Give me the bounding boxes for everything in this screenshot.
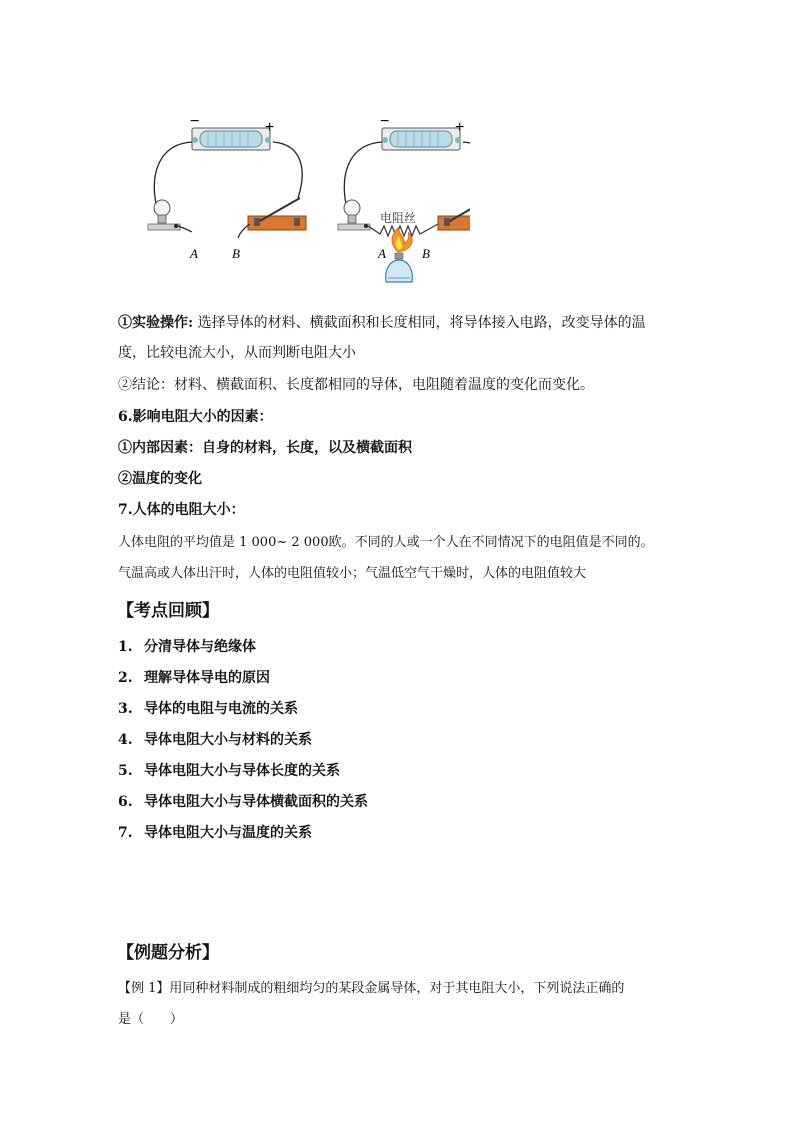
factors-internal: ①内部因素：自身的材料，长度，以及横截面积 xyxy=(118,440,412,456)
operation-text: 选择导体的材料、横截面积和长度相同，将导体接入电路，改变导体的温 xyxy=(193,315,646,331)
example-1-line-2: 是（ ） xyxy=(118,1012,184,1027)
battery-icon xyxy=(192,128,271,150)
review-title: 【考点回顾】 xyxy=(117,601,219,621)
label-a-left: A xyxy=(190,246,198,261)
circuit-figure xyxy=(140,112,470,294)
left-circuit xyxy=(148,113,306,261)
bulb-icon xyxy=(148,200,180,230)
plus-sign: + xyxy=(265,119,275,136)
conclusion-text: ②结论：材料、横截面积、长度都相同的导体，电阻随着温度的变化而变化。 xyxy=(118,377,594,393)
review-item: 2. 理解导体导电的原因 xyxy=(118,670,270,686)
label-a-right: A xyxy=(378,246,386,261)
alcohol-lamp-icon xyxy=(386,253,413,282)
switch-icon xyxy=(438,198,470,230)
human-title: 7.人体的电阻大小： xyxy=(118,502,245,518)
review-item: 1. 分清导体与绝缘体 xyxy=(118,639,256,655)
resistance-wire-icon xyxy=(368,224,438,236)
human-line-2: 气温高或人体出汗时，人体的电阻值较小；气温低空气干燥时，人体的电阻值较大 xyxy=(118,566,587,581)
review-item: 7. 导体电阻大小与温度的关系 xyxy=(118,825,312,841)
example-1-line-1: 【例 1】用同种材料制成的粗细均匀的某段金属导体，对于其电阻大小，下列说法正确的 xyxy=(118,981,625,996)
review-item: 4. 导体电阻大小与材料的关系 xyxy=(118,732,312,748)
switch-icon xyxy=(248,198,306,230)
factors-temperature: ②温度的变化 xyxy=(118,471,202,487)
review-item: 6. 导体电阻大小与导体横截面积的关系 xyxy=(118,794,368,810)
plus-sign: + xyxy=(455,119,465,136)
label-b-left: B xyxy=(232,246,240,261)
circuit-diagrams xyxy=(140,112,470,294)
operation-line-1 xyxy=(118,312,646,332)
label-b-right: B xyxy=(422,246,430,261)
human-line-1: 人体电阻的平均值是 1 000~ 2 000欧。不同的人或一个人在不同情况下的电阻值是不同的。 xyxy=(118,535,654,550)
review-item: 5. 导体电阻大小与导体长度的关系 xyxy=(118,763,340,779)
operation-line-2: 度，比较电流大小，从而判断电阻大小 xyxy=(118,345,356,361)
minus-sign: − xyxy=(380,113,390,130)
battery-icon xyxy=(382,128,461,150)
right-circuit xyxy=(338,113,470,282)
factors-title: 6.影响电阻大小的因素： xyxy=(118,409,273,425)
operation-prefix: ①实验操作: xyxy=(118,315,194,331)
review-item: 3. 导体的电阻与电流的关系 xyxy=(118,701,298,717)
bulb-icon xyxy=(338,200,370,230)
examples-title: 【例题分析】 xyxy=(117,943,219,963)
minus-sign: − xyxy=(190,113,200,130)
wire-label: 电阻丝 xyxy=(380,211,417,225)
